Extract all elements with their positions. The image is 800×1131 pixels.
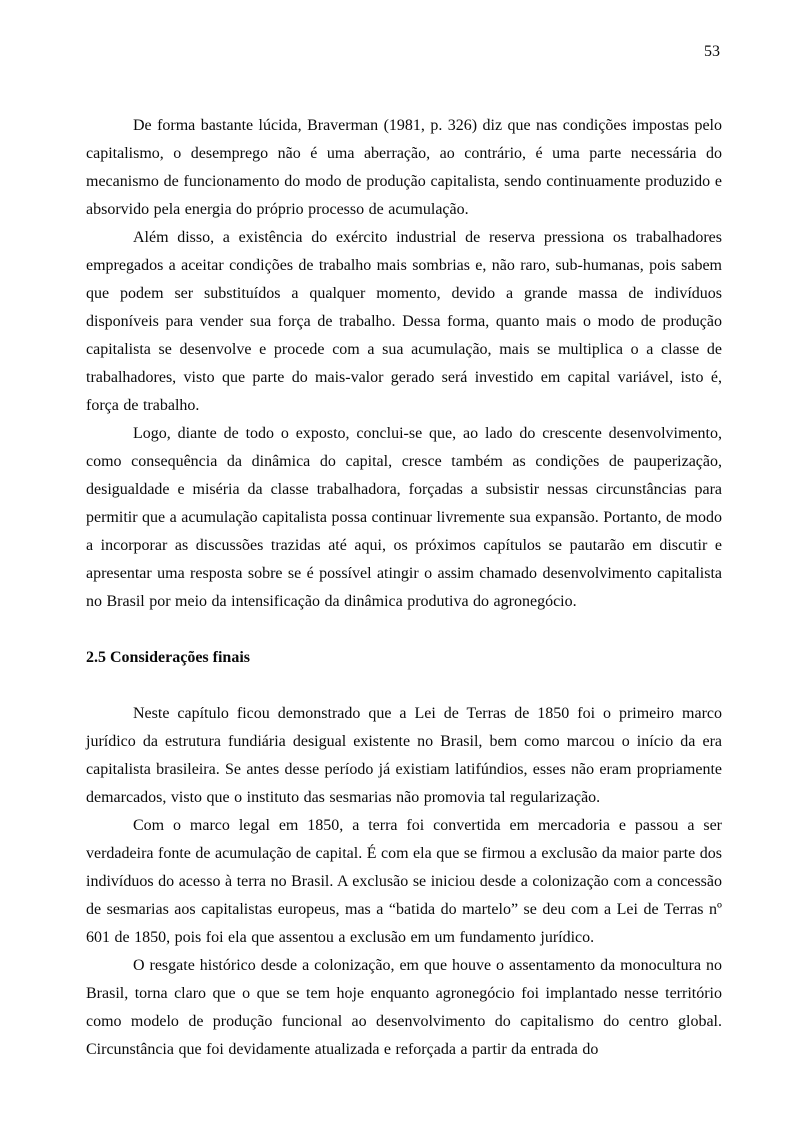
paragraph: Logo, diante de todo o exposto, conclui-se que, ao lado do crescente desenvolvimento, como consequência da dinâmica do capital, cresce também as condições de pauperização, desigualdade e miséria da classe trabalhadora, forçadas a subsistir nessas circunstâncias para permitir que a acumulação capitalista possa continuar livremente sua expansão. Portanto, de modo a incorporar as discussões trazidas até aqui, os próximos capítulos se pautarão em discutir e apresentar uma resposta sobre se é possível atingir o assim chamado desenvolvimento capitalista no Brasil por meio da intensificação da dinâmica produtiva do agronegócio. [86,425,723,610]
page-number: 53 [704,43,720,60]
page-content [86,112,722,1064]
paragraph: De forma bastante lúcida, Braverman (1981, p. 326) diz que nas condições impostas pelo capitalismo, o desemprego não é uma aberração, ao contrário, é uma parte necessária do mecanismo de funcionamento do modo de produção capitalista, sendo continuamente produzido e absorvido pela energia do próprio processo de acumulação. [86,117,722,218]
paragraph: Com o marco legal em 1850, a terra foi convertida em mercadoria e passou a ser verdadeira fonte de acumulação de capital. É com ela que se firmou a exclusão da maior parte dos indivíduos do acesso à terra no Brasil. A exclusão se iniciou desde a colonização com a concessão de sesmarias aos capitalistas europeus, mas a “batida do martelo” se deu com a Lei de Terras nº 601 de 1850, pois foi ela que assentou a exclusão em um fundamento jurídico. [86,817,722,946]
paragraph: Neste capítulo ficou demonstrado que a Lei de Terras de 1850 foi o primeiro marco jurídico da estrutura fundiária desigual existente no Brasil, bem como marcou o início da era capitalista brasileira. Se antes desse período já existiam latifúndios, esses não eram propriamente demarcados, visto que o instituto das sesmarias não promovia tal regularização. [86,705,722,806]
section-heading: 2.5 Considerações finais [86,649,250,666]
paragraph: Além disso, a existência do exército industrial de reserva pressiona os trabalhadores empregados a aceitar condições de trabalho mais sombrias e, não raro, sub-humanas, pois sabem que podem ser substituídos a qualquer momento, devido a grande massa de indivíduos disponíveis para vender sua força de trabalho. Dessa forma, quanto mais o modo de produção capitalista se desenvolve e procede com a sua acumulação, mais se multiplica o a classe de trabalhadores, visto que parte do mais-valor gerado será investido em capital variável, isto é, força de trabalho. [86,229,722,414]
paragraph: O resgate histórico desde a colonização, em que houve o assentamento da monocultura no Brasil, torna claro que o que se tem hoje enquanto agronegócio foi implantado nesse território como modelo de produção funcional ao desenvolvimento do capitalismo do centro global. Circunstância que foi devidamente atualizada e reforçada a partir da entrada do [86,957,722,1058]
